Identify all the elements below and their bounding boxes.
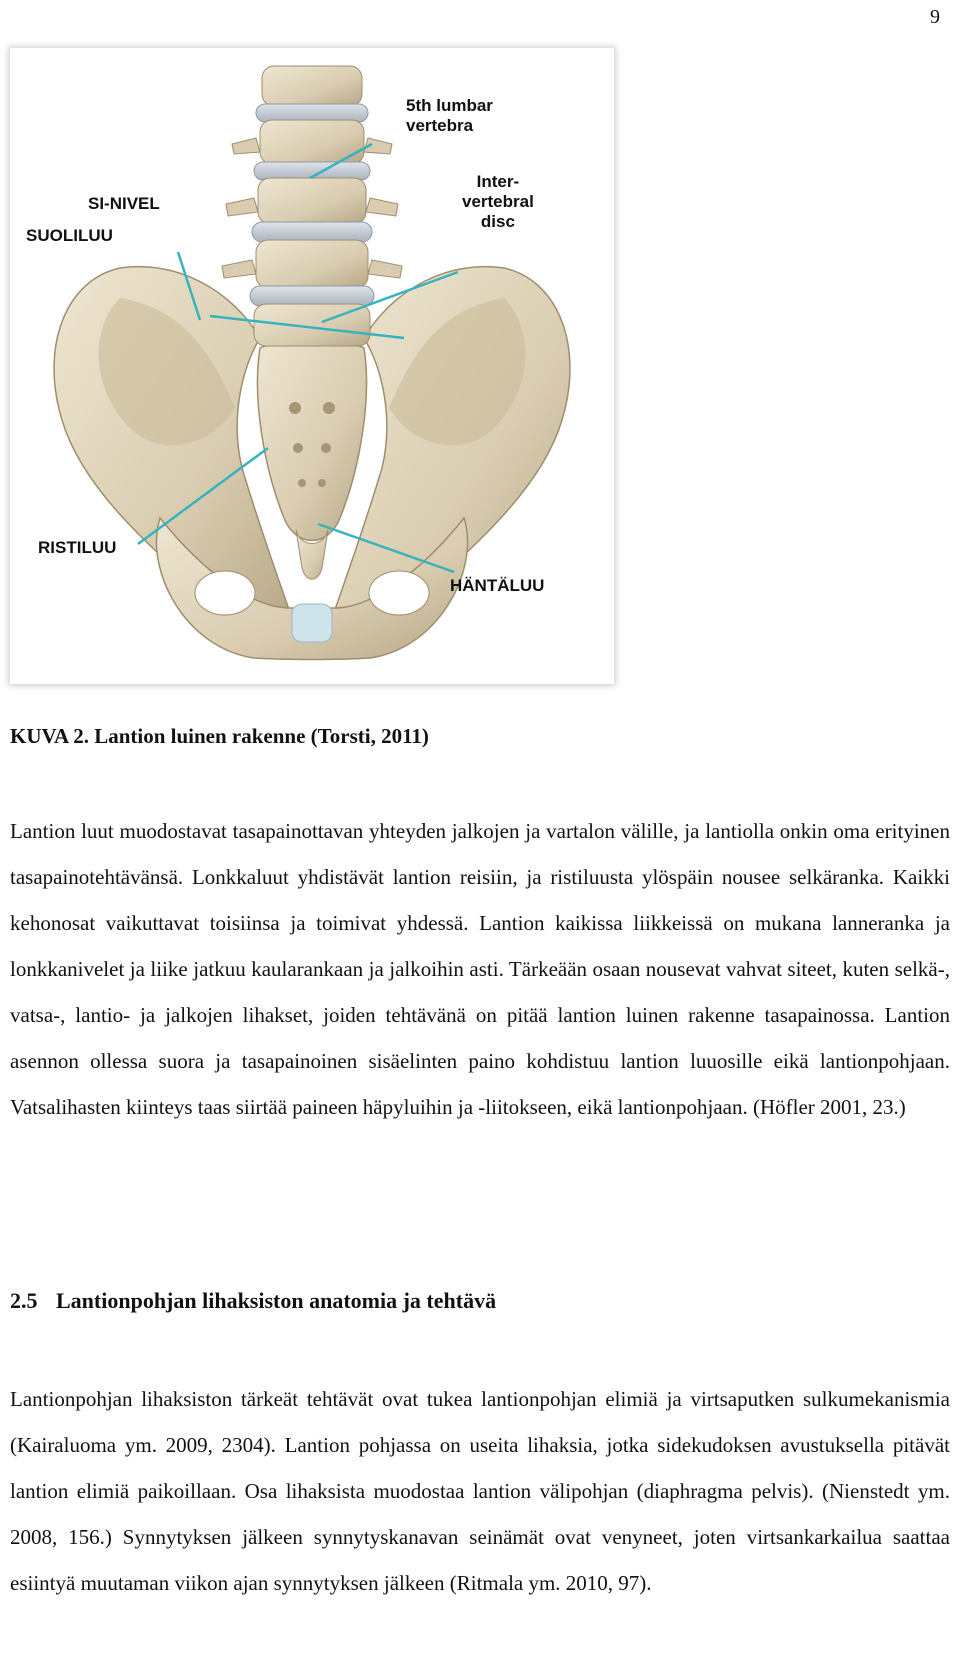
- section-heading: [10, 1288, 496, 1314]
- pelvis-figure: [10, 48, 614, 684]
- disc-4: [250, 286, 374, 306]
- disc-1: [256, 104, 368, 122]
- label-5th-lumbar-vertebra: 5th lumbar vertebra: [406, 96, 493, 135]
- disc-3: [252, 222, 372, 242]
- figure-caption: KUVA 2. Lantion luinen rakenne (Torsti, 2011): [10, 724, 429, 748]
- label-hantaluu: HÄNTÄLUU: [450, 576, 545, 595]
- label-si-nivel: SI-NIVEL: [88, 194, 160, 213]
- label-suoliluu: SUOLILUU: [26, 226, 113, 245]
- section-number: 2.5: [10, 1288, 38, 1313]
- sacrum: [257, 341, 366, 541]
- body-paragraph-1: Lantion luut muodostavat tasapainottavan yhteyden jalkojen ja vartalon välille, ja lantiolla onkin oma erityinen tasapainotehtävänsä. Lonkkaluut yhdistävät lantion reisiin, ja ristiluusta ylöspäin nousee selkäranka. Kaikki kehonosat vaikuttavat toisiinsa ja toimivat yhdessä. Lantion kaikissa liikkeissä on mukana lanneranka ja lonkkanivelet ja liike jatkuu kaularankaan ja jalkoihin asti. Tärkeään osaan nousevat vahvat siteet, kuten selkä-, vatsa-, lantio- ja jalkojen lihakset, joiden tehtävänä on pitää lantion luinen rakenne tasapainossa. Lantion asennon ollessa suora ja tasapainoinen sisäelinten paino kohdistuu lantion luuosille eikä lantionpohjaan. Vatsalihasten kiinteys taas siirtää paineen häpyluihin ja -liitokseen, eikä lantionpohjaan. (Höfler 2001, 23.): [10, 819, 950, 1119]
- label-ristiluu: RISTILUU: [38, 538, 117, 557]
- vertebra-4: [256, 240, 368, 288]
- section-title: Lantionpohjan lihaksiston anatomia ja tehtävä: [56, 1288, 497, 1313]
- page-number: 9: [930, 6, 940, 28]
- vertebra-3: [258, 178, 366, 224]
- vertebra-1: [262, 66, 362, 106]
- body-paragraph-2: Lantionpohjan lihaksiston tärkeät tehtävät ovat tukea lantionpohjan elimiä ja virtsaputken sulkumekanismia (Kairaluoma ym. 2009, 2304). Lantion pohjassa on useita lihaksia, jotka sidekudoksen avustuksella pitävät lantion elimiä paikoillaan. Osa lihaksista muodostaa lantion välipohjan (diaphragma pelvis). (Nienstedt ym. 2008, 156.) Synnytyksen jälkeen synnytyskanavan seinämät ovat venyneet, joten virtsankarkailua saattaa esiintyä muutaman viikon ajan synnytyksen jälkeen (Ritmala ym. 2010, 97).: [10, 1387, 950, 1595]
- label-intervertebral-disc: Inter- vertebral disc: [462, 172, 534, 231]
- pubic-symphysis: [292, 604, 332, 642]
